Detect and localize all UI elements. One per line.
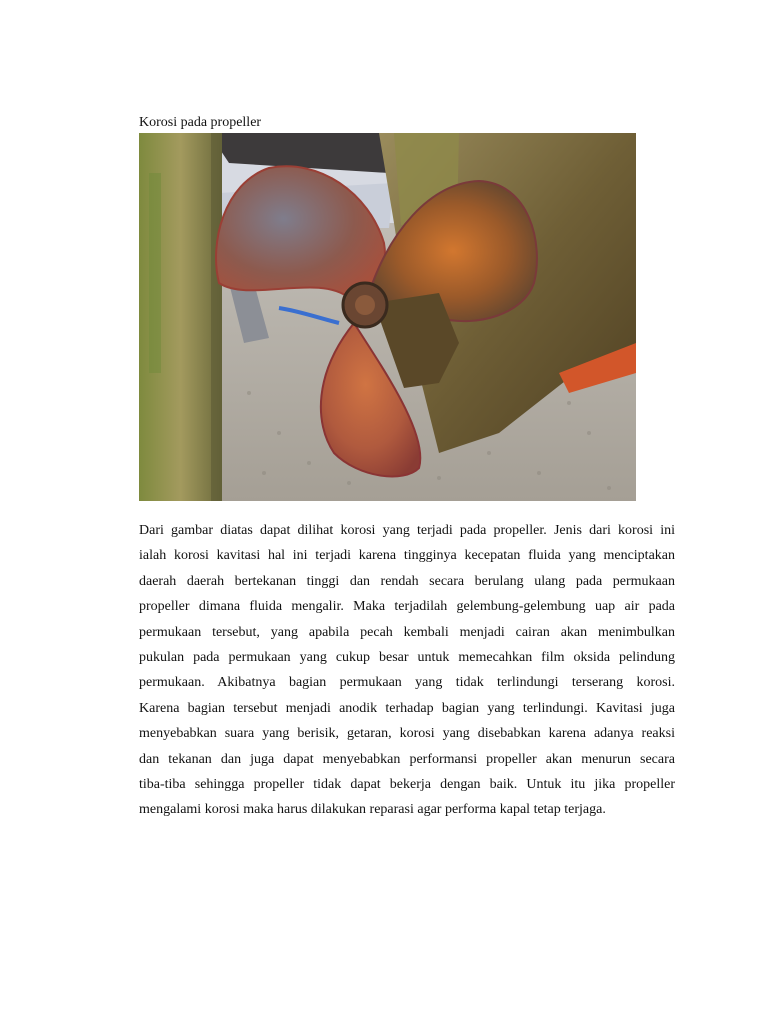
body-paragraph xyxy=(139,518,675,823)
paragraph-line: Dari gambar diatas dapat dilihat korosi yang terjadi pada propeller. Jenis dari korosi ini xyxy=(139,523,675,538)
figure-caption: Korosi pada propeller xyxy=(139,115,262,130)
propeller-photo xyxy=(139,133,636,501)
paragraph-line: permukaan tersebut, yang apabila pecah kembali menjadi cairan akan menimbulkan xyxy=(139,624,675,640)
paragraph-line: menyebabkan suara yang berisik, getaran, korosi yang disebabkan karena adanya reaksi xyxy=(139,726,675,742)
paragraph-line: ialah korosi kavitasi hal ini terjadi karena tingginya kecepatan fluida yang menciptakan xyxy=(139,548,675,564)
paragraph-line: dan tekanan dan juga dapat menyebabkan performansi propeller akan menurun secara xyxy=(139,751,675,767)
paragraph-line: mengalami korosi maka harus dilakukan reparasi agar performa kapal tetap terjaga. xyxy=(139,802,606,818)
paragraph-line: propeller dimana fluida mengalir. Maka terjadilah gelembung-gelembung uap air pada xyxy=(139,599,675,615)
paragraph-line: tiba-tiba sehingga propeller tidak dapat bekerja dengan baik. Untuk itu jika propeller xyxy=(139,776,675,792)
paragraph-line: daerah daerah bertekanan tinggi dan rendah secara berulang ulang pada permukaan xyxy=(139,573,675,589)
paragraph-line: permukaan. Akibatnya bagian permukaan yang tidak terlindungi terserang korosi. xyxy=(139,675,675,691)
paragraph-line: pukulan pada permukaan yang cukup besar untuk memecahkan film oksida pelindung xyxy=(139,649,675,665)
paragraph-line: Karena bagian tersebut menjadi anodik terhadap bagian yang terlindungi. Kavitasi juga xyxy=(139,700,675,716)
